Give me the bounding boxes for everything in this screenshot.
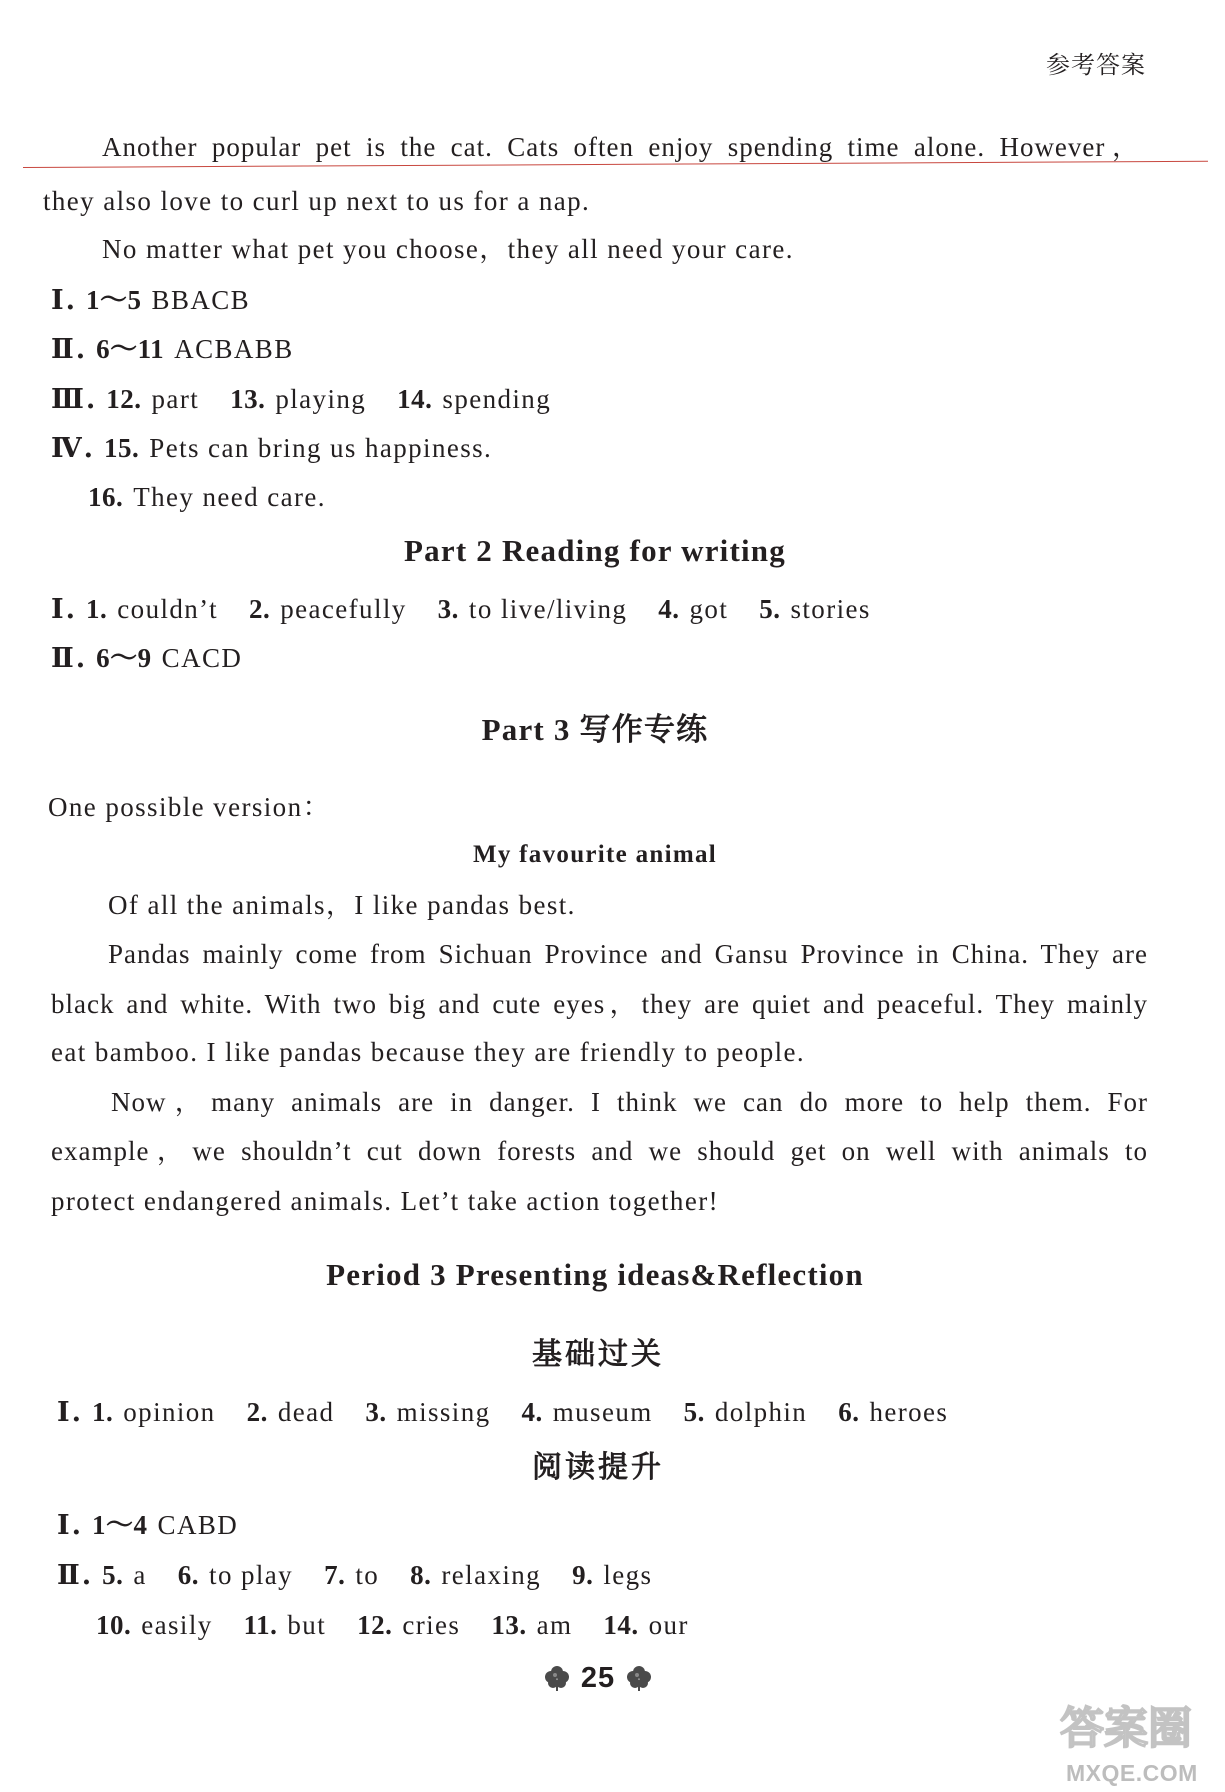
answer-text: cries	[402, 1610, 461, 1640]
answer-text: CACD	[161, 643, 243, 673]
answer-item	[603, 1609, 688, 1641]
answer-item	[88, 481, 326, 513]
question-number: 6～9	[96, 643, 152, 673]
page-footer	[0, 1660, 1196, 1696]
answer-text: to live/living	[468, 594, 628, 624]
answer-item	[104, 432, 492, 464]
section-numeral: Ⅰ.	[57, 1397, 84, 1428]
question-number: 7.	[324, 1560, 346, 1590]
subsection-heading-basics: 基础过关	[532, 1337, 664, 1372]
section-heading: Part 2 Reading for writing	[404, 533, 786, 568]
answer-item	[106, 383, 199, 415]
answer-row	[51, 432, 492, 465]
watermark-logo: 答案圈	[1060, 1703, 1192, 1754]
section-numeral: Ⅱ.	[51, 334, 88, 365]
essay-line: eat bamboo. I like pandas because they are friendly to people.	[51, 1037, 806, 1067]
period-heading: Period 3 Presenting ideas&Reflection	[326, 1257, 864, 1292]
passage-line: Another popular pet is the cat. Cats often enjoy spending time alone. However，	[102, 132, 1140, 162]
answer-item	[92, 1509, 238, 1541]
answer-text: spending	[442, 384, 552, 414]
answer-text: opinion	[123, 1397, 216, 1427]
answer-text: dolphin	[714, 1397, 808, 1427]
answer-text: peacefully	[280, 594, 407, 624]
answer-text: a	[133, 1560, 147, 1590]
answer-row	[96, 1609, 689, 1641]
watermark-site: MXQE.COM	[1066, 1760, 1198, 1786]
answer-item	[684, 1396, 808, 1428]
answer-item	[96, 1609, 213, 1641]
answer-text: museum	[552, 1397, 653, 1427]
question-number: 2.	[246, 1397, 268, 1427]
answer-item	[357, 1609, 460, 1641]
answer-text: Pets can bring us happiness.	[149, 433, 493, 463]
question-number: 12.	[357, 1610, 393, 1640]
answer-text: dead	[277, 1397, 335, 1427]
answer-row	[51, 642, 242, 675]
question-number: 1～4	[92, 1510, 148, 1540]
answer-text: legs	[603, 1560, 653, 1590]
answer-item	[178, 1559, 293, 1591]
essay-intro: One possible version：	[48, 792, 331, 822]
answer-item	[92, 1396, 216, 1428]
answer-row	[51, 284, 250, 317]
answer-text: our	[648, 1610, 689, 1640]
question-number: 6.	[838, 1397, 860, 1427]
answer-text: playing	[275, 384, 367, 414]
section-numeral: Ⅳ.	[51, 433, 96, 464]
question-number: 4.	[658, 594, 680, 624]
answer-row	[88, 481, 326, 513]
answer-item	[397, 383, 551, 415]
question-number: 1.	[92, 1397, 114, 1427]
answer-item	[96, 333, 293, 365]
question-number: 14.	[603, 1610, 639, 1640]
answer-item	[247, 1396, 335, 1428]
answer-text: easily	[141, 1610, 213, 1640]
answer-row	[51, 383, 551, 416]
answer-text: but	[287, 1610, 327, 1640]
question-number: 13.	[230, 384, 266, 414]
answer-item	[86, 284, 250, 316]
answer-text: to play	[209, 1560, 294, 1590]
question-number: 3.	[437, 594, 459, 624]
answer-text: got	[689, 594, 729, 624]
answer-item	[522, 1396, 653, 1428]
answer-text: missing	[396, 1397, 491, 1427]
answer-item	[244, 1609, 326, 1641]
question-number: 14.	[397, 384, 433, 414]
section-numeral: Ⅱ.	[57, 1560, 94, 1591]
answer-text: am	[536, 1610, 573, 1640]
running-header: 参考答案	[1046, 51, 1146, 79]
answer-text: part	[151, 384, 200, 414]
question-number: 9.	[572, 1560, 594, 1590]
passage-line: they also love to curl up next to us for a nap.	[43, 186, 591, 216]
answer-item	[86, 593, 218, 625]
question-number: 10.	[96, 1610, 132, 1640]
answer-item	[324, 1559, 379, 1591]
answer-item	[410, 1559, 541, 1591]
essay-line: Of all the animals，I like pandas best.	[108, 890, 576, 920]
answer-item	[438, 593, 628, 625]
answer-row	[57, 1396, 948, 1429]
section-numeral: Ⅰ.	[51, 285, 78, 316]
question-number: 5.	[759, 594, 781, 624]
answer-item	[230, 383, 366, 415]
flower-ornament-icon	[625, 1664, 653, 1692]
answer-text: CABD	[157, 1510, 239, 1540]
question-number: 15.	[104, 433, 140, 463]
question-number: 4.	[521, 1397, 543, 1427]
question-number: 16.	[88, 482, 124, 512]
answer-row	[51, 593, 871, 626]
subsection-heading-reading: 阅读提升	[532, 1450, 664, 1485]
essay-line: black and white. With two big and cute eyes，they are quiet and peaceful. They mainly	[51, 989, 1148, 1019]
question-number: 6～11	[96, 334, 165, 364]
section-heading: Part 3 写作专练	[481, 712, 709, 747]
answer-item	[838, 1396, 948, 1428]
essay-line: example，we shouldn’t cut down forests and we should get on well with animals to	[51, 1136, 1148, 1166]
answer-text: relaxing	[441, 1560, 542, 1590]
question-number: 2.	[248, 594, 271, 624]
answer-text: BBACB	[151, 285, 251, 315]
question-number: 5.	[102, 1560, 124, 1590]
passage-line: No matter what pet you choose，they all need your care.	[102, 234, 794, 264]
question-number: 13.	[491, 1610, 527, 1640]
answer-text: They need care.	[133, 482, 326, 512]
page-number: 25	[580, 1662, 616, 1694]
answer-text: to	[355, 1560, 380, 1590]
section-numeral: Ⅰ.	[51, 594, 78, 625]
question-number: 5.	[683, 1397, 705, 1427]
answer-item	[96, 642, 242, 674]
flower-ornament-icon	[543, 1664, 571, 1692]
answer-row	[57, 1509, 238, 1542]
answer-text: heroes	[869, 1397, 949, 1427]
answer-text: couldn’t	[117, 594, 218, 624]
section-numeral: Ⅰ.	[57, 1510, 84, 1541]
question-number: 8.	[410, 1560, 432, 1590]
question-number: 3.	[365, 1397, 387, 1427]
answer-item	[491, 1609, 572, 1641]
answer-text: ACBABB	[174, 334, 294, 364]
answer-item	[759, 593, 871, 625]
answer-item	[365, 1396, 490, 1428]
answer-item	[572, 1559, 652, 1591]
question-number: 12.	[106, 384, 142, 414]
question-number: 6.	[177, 1560, 200, 1590]
question-number: 1.	[86, 594, 108, 624]
section-numeral: Ⅲ.	[51, 384, 98, 415]
essay-line: Pandas mainly come from Sichuan Province and Gansu Province in China. They are	[108, 939, 1148, 969]
answer-text: stories	[790, 594, 871, 624]
answer-item	[249, 593, 407, 625]
question-number: 11.	[243, 1610, 278, 1640]
section-numeral: Ⅱ.	[51, 643, 88, 674]
answer-row	[51, 333, 294, 366]
essay-line: protect endangered animals. Let’t take action together!	[51, 1186, 719, 1216]
essay-title: My favourite animal	[472, 841, 718, 868]
answer-item	[658, 593, 728, 625]
answer-row	[57, 1559, 652, 1592]
question-number: 1～5	[86, 285, 142, 315]
answer-item	[102, 1559, 147, 1591]
essay-line: Now，many animals are in danger. I think we can do more to help them. For	[111, 1087, 1148, 1117]
